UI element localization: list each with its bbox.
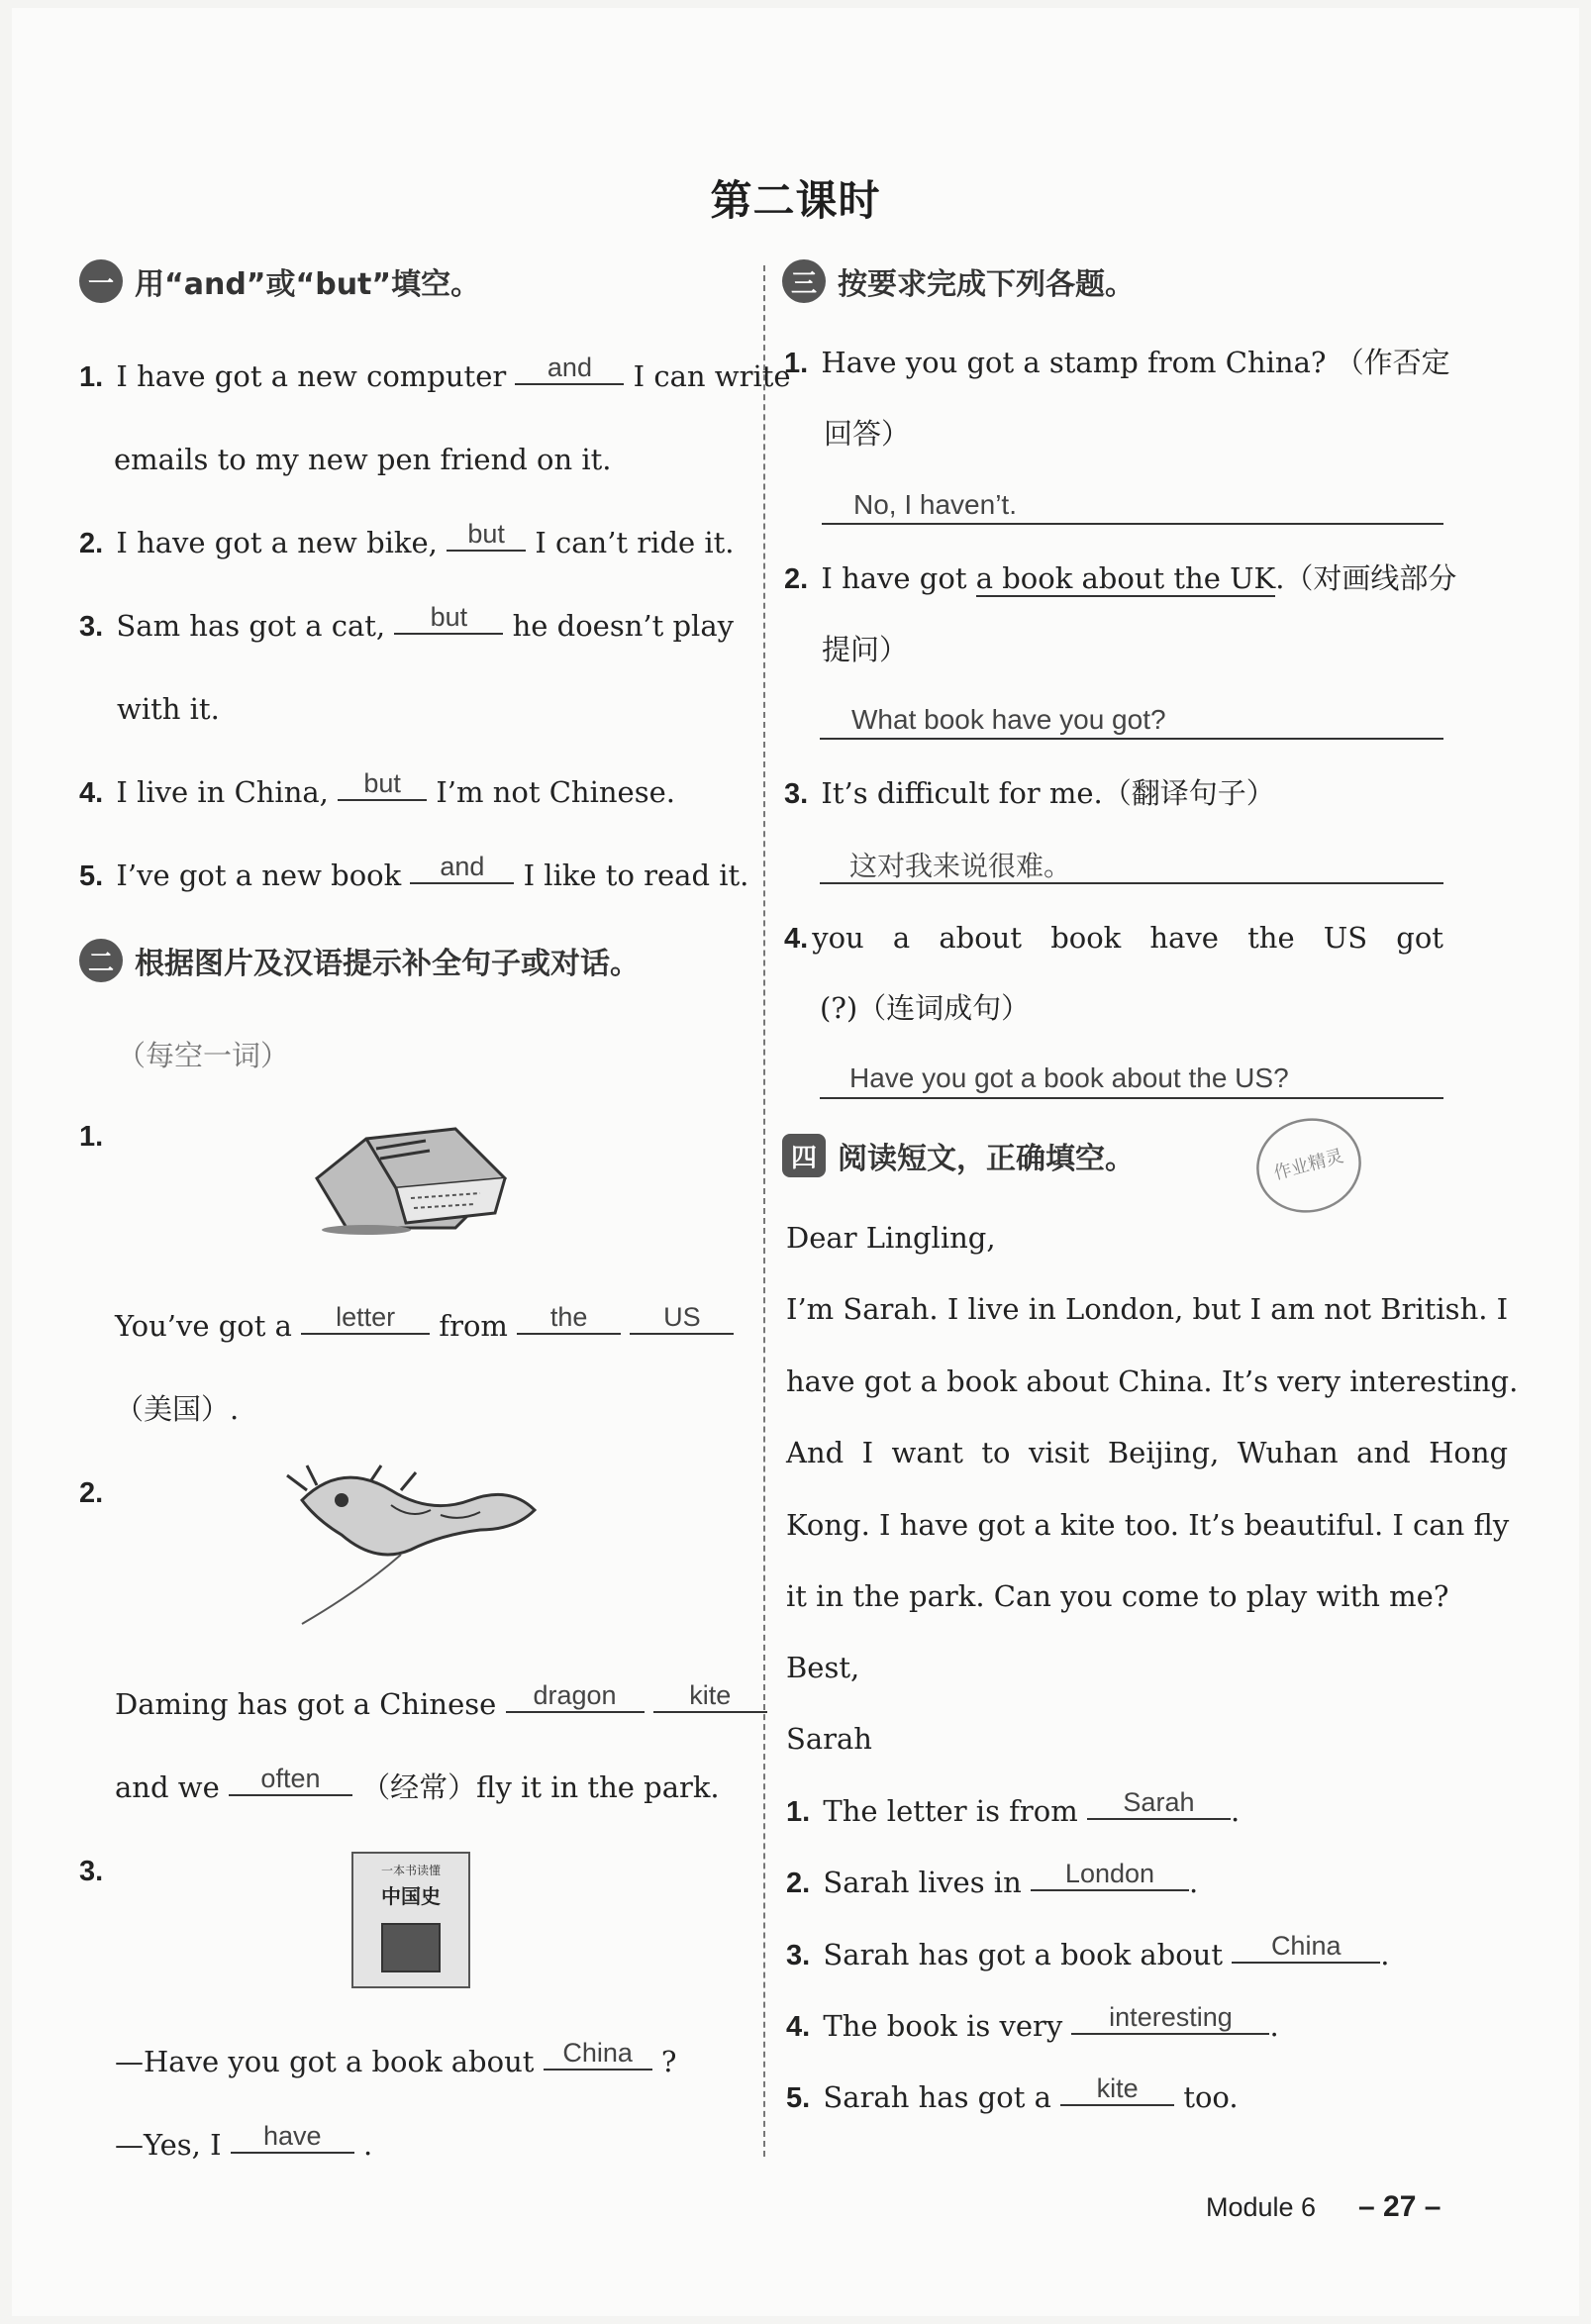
s4-question-1: 1. The letter is from Sarah . <box>786 1787 1241 1828</box>
s4-question-2: 2. Sarah lives in London . <box>786 1859 1199 1899</box>
s2-q1-sentence: You’ve got a letter from the US <box>115 1312 734 1345</box>
stamp-icon <box>1249 1111 1368 1220</box>
section-badge: 二 <box>79 939 123 982</box>
letter-line: And I want to visit Beijing, Wuhan and Hong <box>786 1436 1509 1469</box>
s2-q2-number: 2. <box>79 1477 104 1509</box>
section-3-header <box>782 259 1135 303</box>
answer-blank[interactable]: often <box>229 1766 352 1796</box>
s1-item-2: 2. I have got a new bike, but I can’t ride it. <box>79 519 735 559</box>
section-badge: 四 <box>782 1134 826 1177</box>
section-1-header <box>79 259 480 303</box>
answer-blank[interactable]: have <box>231 2123 354 2154</box>
s4-question-5: 5. Sarah has got a kite too. <box>786 2073 1239 2114</box>
answer-blank[interactable]: China <box>544 2040 652 2071</box>
s1-item-4: 4. I live in China, but I’m not Chinese. <box>79 768 675 809</box>
s4-question-3: 3. Sarah has got a book about China . <box>786 1931 1390 1971</box>
section-instruction: 用“and”或“but”填空。 <box>135 267 481 302</box>
book-cover-image <box>351 1852 470 1988</box>
answer-blank[interactable]: but <box>338 770 427 801</box>
s4-question-4: 4. The book is very interesting . <box>786 2002 1279 2043</box>
book-title: 中国史 <box>381 1884 441 1908</box>
column-divider <box>763 265 765 2157</box>
answer-line <box>822 523 1443 525</box>
letter-line: I’m Sarah. I live in London, but I am not British. I <box>786 1292 1509 1326</box>
book-subtitle: 一本书读懂 <box>380 1864 441 1877</box>
answer-blank[interactable]: London <box>1031 1861 1189 1891</box>
s3-answer-1[interactable]: No, I haven’t. <box>853 489 1017 520</box>
s2-q1-number: 1. <box>79 1121 104 1153</box>
answer-blank[interactable]: letter <box>301 1304 430 1335</box>
letter-line: have got a book about China. It’s very interesting. <box>786 1364 1519 1398</box>
answer-blank[interactable]: Sarah <box>1087 1789 1231 1820</box>
dragon-kite-icon <box>282 1461 549 1629</box>
section-badge: 三 <box>782 259 826 303</box>
answer-blank[interactable]: interesting <box>1071 2004 1269 2035</box>
s2-q3-number: 3. <box>79 1856 104 1887</box>
answer-blank[interactable]: but <box>394 604 503 635</box>
book-cover-picture <box>381 1923 441 1972</box>
answer-line <box>820 1097 1443 1099</box>
section-instruction: 根据图片及汉语提示补全句子或对话。 <box>135 947 640 981</box>
s1-item-1-cont: emails to my new pen friend on it. <box>114 443 612 476</box>
letter-greeting: Dear Lingling, <box>786 1221 996 1255</box>
answer-blank[interactable]: the <box>517 1304 621 1335</box>
s3-item-4: 4. you a about book have the US got <box>784 921 1443 955</box>
underlined-phrase: a book about the UK <box>975 561 1276 595</box>
s1-item-5: 5. I’ve got a new book and I like to read it. <box>79 852 749 892</box>
answer-line <box>820 738 1443 740</box>
stamp-label: 作业精灵 <box>1271 1146 1346 1184</box>
answer-blank[interactable]: China <box>1232 1933 1380 1964</box>
answer-blank[interactable]: kite <box>653 1682 767 1713</box>
s2-q2-sentence-cont: and we often （经常）fly it in the park. <box>115 1764 720 1804</box>
s3-item-2: 2. I have got a book about the UK.（对画线部分 <box>784 561 1457 595</box>
page-number: – 27 – <box>1358 2190 1442 2223</box>
answer-blank[interactable]: and <box>515 354 624 385</box>
s3-item-2-cont: 提问） <box>822 633 909 666</box>
answer-blank[interactable]: but <box>447 521 526 552</box>
answer-blank[interactable]: kite <box>1060 2075 1174 2106</box>
s3-item-3: 3. It’s difficult for me.（翻译句子） <box>784 776 1275 810</box>
s2-q1-gloss: （美国）. <box>115 1392 240 1426</box>
section-instruction: 阅读短文，正确填空。 <box>838 1142 1135 1176</box>
s3-item-1-cont: 回答） <box>824 417 911 451</box>
module-label: Module 6 <box>1206 2192 1317 2222</box>
s3-answer-3[interactable]: 这对我来说很难。 <box>849 850 1072 882</box>
s1-item-3-cont: with it. <box>117 692 220 726</box>
s3-answer-2[interactable]: What book have you got? <box>851 704 1166 735</box>
answer-blank[interactable]: US <box>630 1304 734 1335</box>
answer-blank[interactable]: dragon <box>506 1682 645 1713</box>
envelope-icon <box>307 1119 515 1238</box>
section-hint: （每空一词） <box>117 1039 290 1072</box>
s3-item-4-cont: (?)（连词成句） <box>820 991 1031 1025</box>
letter-signature: Sarah <box>786 1722 872 1756</box>
s1-item-3: 3. Sam has got a cat, but he doesn’t play <box>79 602 734 643</box>
s2-q3-line1: —Have you got a book about China ? <box>115 2038 677 2078</box>
s2-q3-line2: —Yes, I have . <box>115 2121 373 2162</box>
section-2-header <box>79 939 640 982</box>
s3-answer-4[interactable]: Have you got a book about the US? <box>849 1062 1289 1093</box>
section-4-header <box>782 1134 1135 1177</box>
s3-item-1: 1. Have you got a stamp from China? （作否定 <box>784 346 1450 379</box>
answer-blank[interactable]: and <box>410 854 514 884</box>
s1-item-1: 1. I have got a new computer and I can write <box>79 353 791 393</box>
letter-line: it in the park. Can you come to play with me? <box>786 1579 1449 1613</box>
page-title: 第二课时 <box>710 176 881 225</box>
section-instruction: 按要求完成下列各题。 <box>838 267 1135 302</box>
section-badge: 一 <box>79 259 123 303</box>
letter-closing: Best, <box>786 1651 860 1684</box>
letter-line: Kong. I have got a kite too. It’s beautiful. I can fly <box>786 1508 1510 1542</box>
s2-q2-sentence: Daming has got a Chinese dragon kite <box>115 1690 767 1723</box>
